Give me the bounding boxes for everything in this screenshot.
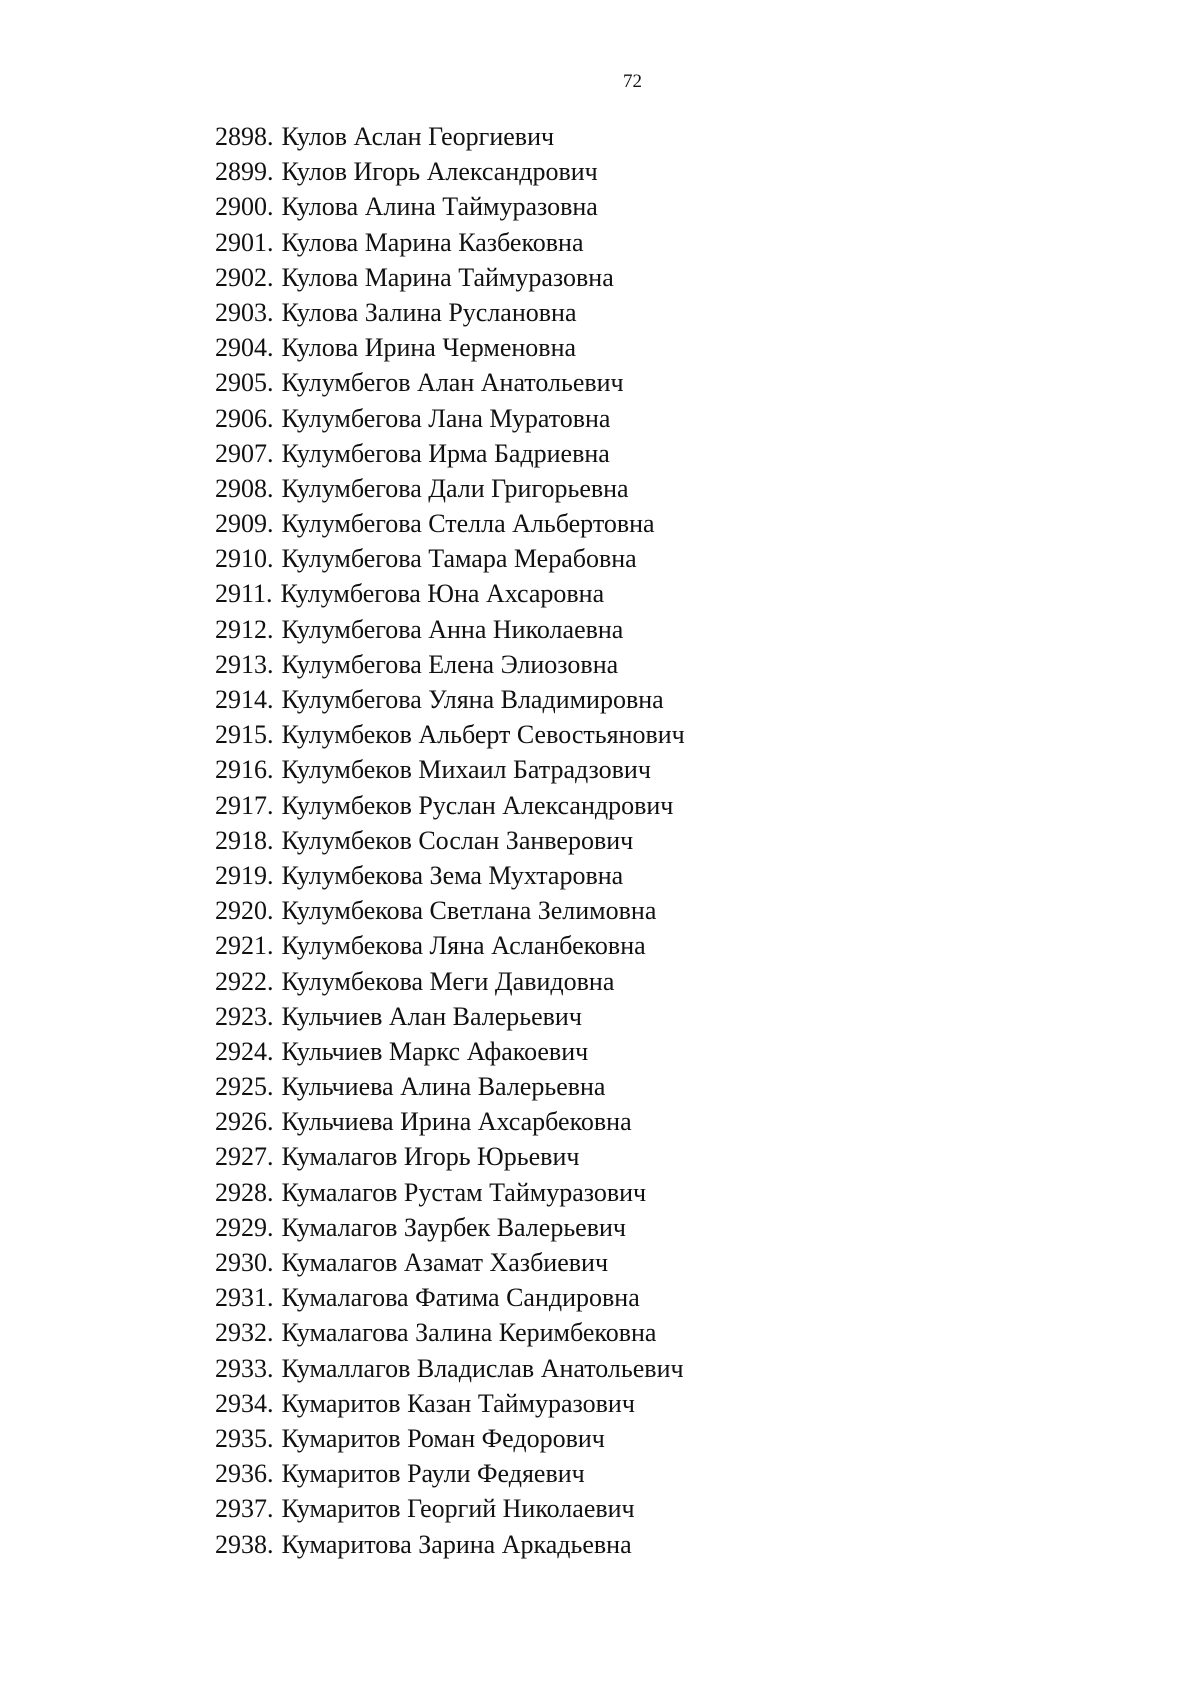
entry-number: 2900. xyxy=(215,192,274,222)
entry-number: 2920. xyxy=(215,896,274,926)
list-item xyxy=(215,154,685,189)
entry-number: 2907. xyxy=(215,438,274,468)
list-item xyxy=(215,1139,685,1174)
entry-name: Кумаллагов Владислав Анатольевич xyxy=(281,1353,684,1383)
entry-name: Кумаритова Зарина Аркадьевна xyxy=(281,1529,632,1559)
entry-number: 2914. xyxy=(215,685,274,714)
entry-number: 2938. xyxy=(215,1529,274,1559)
list-item xyxy=(215,893,685,928)
entry-name: Кульчиев Маркс Афакоевич xyxy=(281,1036,589,1066)
entry-name: Кумалагова Фатима Сандировна xyxy=(281,1283,640,1313)
entry-name: Кулумбегова Ирма Бадриевна xyxy=(281,438,610,468)
entry-number: 2924. xyxy=(215,1036,274,1066)
list-item xyxy=(215,1175,685,1210)
entry-number: 2899. xyxy=(215,157,274,187)
entry-number: 2909. xyxy=(215,509,274,539)
list-item xyxy=(215,858,685,893)
entry-name: Кумалагов Азамат Хазбиевич xyxy=(281,1248,609,1277)
list-item xyxy=(215,964,685,999)
entry-number: 2929. xyxy=(215,1212,274,1242)
entry-number: 2898. xyxy=(215,122,274,151)
list-item xyxy=(215,119,685,154)
entry-number: 2928. xyxy=(215,1177,274,1207)
list-item xyxy=(215,717,685,752)
list-item xyxy=(215,788,685,823)
entry-number: 2918. xyxy=(215,825,274,855)
list-item xyxy=(215,999,685,1034)
entry-number: 2919. xyxy=(215,860,274,890)
entry-name: Кумаритов Георгий Николаевич xyxy=(281,1494,635,1524)
entry-name: Кулумбекова Светлана Зелимовна xyxy=(281,896,657,926)
entry-number: 2915. xyxy=(215,720,274,750)
entry-number: 2930. xyxy=(215,1248,274,1277)
entry-number: 2902. xyxy=(215,262,274,292)
entry-name: Кулов Аслан Георгиевич xyxy=(281,122,555,151)
entry-name: Кулумбеков Альберт Севостьянович xyxy=(281,720,685,750)
entry-name: Кулумбегова Лана Муратовна xyxy=(281,403,611,433)
entry-number: 2936. xyxy=(215,1459,274,1489)
entry-number: 2923. xyxy=(215,1001,274,1031)
entry-number: 2933. xyxy=(215,1353,274,1383)
entry-name: Кулумбегова Стелла Альбертовна xyxy=(281,509,655,539)
entry-name: Кулова Ирина Черменовна xyxy=(281,333,577,363)
entry-number: 2901. xyxy=(215,227,274,257)
list-item xyxy=(215,612,685,647)
entry-name: Кулумбегов Алан Анатольевич xyxy=(281,368,624,398)
list-item xyxy=(215,752,685,787)
list-item xyxy=(215,295,685,330)
entry-name: Кулумбегова Дали Григорьевна xyxy=(281,473,629,503)
entry-name: Кумалагова Залина Керимбековна xyxy=(281,1318,657,1348)
entry-number: 2931. xyxy=(215,1283,274,1313)
entry-number: 2937. xyxy=(215,1494,274,1524)
list-item xyxy=(215,1491,685,1526)
list-item xyxy=(215,1210,685,1245)
entry-name: Кулумбегова Тамара Мерабовна xyxy=(281,544,637,574)
name-list xyxy=(215,119,685,1562)
list-item xyxy=(215,1527,685,1562)
list-item xyxy=(215,1456,685,1491)
entry-name: Кумаритов Казан Таймуразович xyxy=(281,1388,635,1418)
entry-name: Кумалагов Заурбек Валерьевич xyxy=(281,1212,626,1242)
list-item xyxy=(215,330,685,365)
list-item xyxy=(215,682,685,717)
entry-number: 2932. xyxy=(215,1318,274,1348)
entry-name: Кулумбегова Елена Элиозовна xyxy=(281,649,619,679)
entry-name: Кулумбегова Уляна Владимировна xyxy=(281,685,664,714)
page-number: 72 xyxy=(623,71,642,92)
entry-number: 2927. xyxy=(215,1142,274,1172)
entry-number: 2910. xyxy=(215,544,274,574)
entry-name: Кумалагов Рустам Таймуразович xyxy=(281,1177,647,1207)
entry-name: Кулова Марина Казбековна xyxy=(281,227,584,257)
entry-number: 2921. xyxy=(215,931,274,961)
entry-number: 2916. xyxy=(215,755,274,785)
entry-number: 2917. xyxy=(215,790,274,820)
list-item xyxy=(215,1421,685,1456)
list-item xyxy=(215,471,685,506)
list-item xyxy=(215,823,685,858)
list-item xyxy=(215,225,685,260)
list-item xyxy=(215,365,685,400)
entry-number: 2922. xyxy=(215,966,274,996)
entry-name: Кулумбеков Руслан Александрович xyxy=(281,790,674,820)
entry-name: Кулова Залина Руслановна xyxy=(281,297,577,327)
list-item xyxy=(215,1245,685,1280)
entry-number: 2908. xyxy=(215,473,274,503)
list-item xyxy=(215,1351,685,1386)
list-item xyxy=(215,647,685,682)
entry-name: Кулумбеков Михаил Батрадзович xyxy=(281,755,651,785)
entry-name: Кумаритов Раули Федяевич xyxy=(281,1459,585,1489)
list-item xyxy=(215,928,685,963)
entry-name: Кульчиева Алина Валерьевна xyxy=(281,1072,606,1102)
entry-number: 2926. xyxy=(215,1107,274,1137)
entry-name: Кулумбеков Сослан Занверович xyxy=(281,825,634,855)
entry-number: 2935. xyxy=(215,1423,274,1453)
entry-name: Кулумбекова Ляна Асланбековна xyxy=(281,931,646,961)
entry-number: 2906. xyxy=(215,403,274,433)
list-item xyxy=(215,576,685,611)
list-item xyxy=(215,1315,685,1350)
entry-name: Кулумбегова Юна Ахсаровна xyxy=(280,579,605,609)
list-item xyxy=(215,260,685,295)
entry-number: 2912. xyxy=(215,614,274,644)
list-item xyxy=(215,1386,685,1421)
list-item xyxy=(215,189,685,224)
list-item xyxy=(215,541,685,576)
entry-name: Кумалагов Игорь Юрьевич xyxy=(281,1142,580,1172)
list-item xyxy=(215,436,685,471)
entry-name: Кулов Игорь Александрович xyxy=(281,157,598,187)
entry-name: Кульчиева Ирина Ахсарбековна xyxy=(281,1107,632,1137)
entry-name: Кулова Марина Таймуразовна xyxy=(281,262,614,292)
entry-name: Кулова Алина Таймуразовна xyxy=(281,192,598,222)
entry-name: Кумаритов Роман Федорович xyxy=(281,1423,605,1453)
list-item xyxy=(215,1034,685,1069)
entry-name: Кульчиев Алан Валерьевич xyxy=(281,1001,582,1031)
list-item xyxy=(215,506,685,541)
list-item xyxy=(215,401,685,436)
entry-number: 2905. xyxy=(215,368,274,398)
entry-number: 2913. xyxy=(215,649,274,679)
entry-number: 2934. xyxy=(215,1388,274,1418)
entry-number: 2925. xyxy=(215,1072,274,1102)
entry-number: 2911. xyxy=(215,579,273,609)
entry-name: Кулумбегова Анна Николаевна xyxy=(281,614,624,644)
list-item xyxy=(215,1069,685,1104)
entry-number: 2903. xyxy=(215,297,274,327)
entry-name: Кулумбекова Зема Мухтаровна xyxy=(281,860,624,890)
list-item xyxy=(215,1280,685,1315)
entry-name: Кулумбекова Меги Давидовна xyxy=(281,966,615,996)
entry-number: 2904. xyxy=(215,333,274,363)
list-item xyxy=(215,1104,685,1139)
